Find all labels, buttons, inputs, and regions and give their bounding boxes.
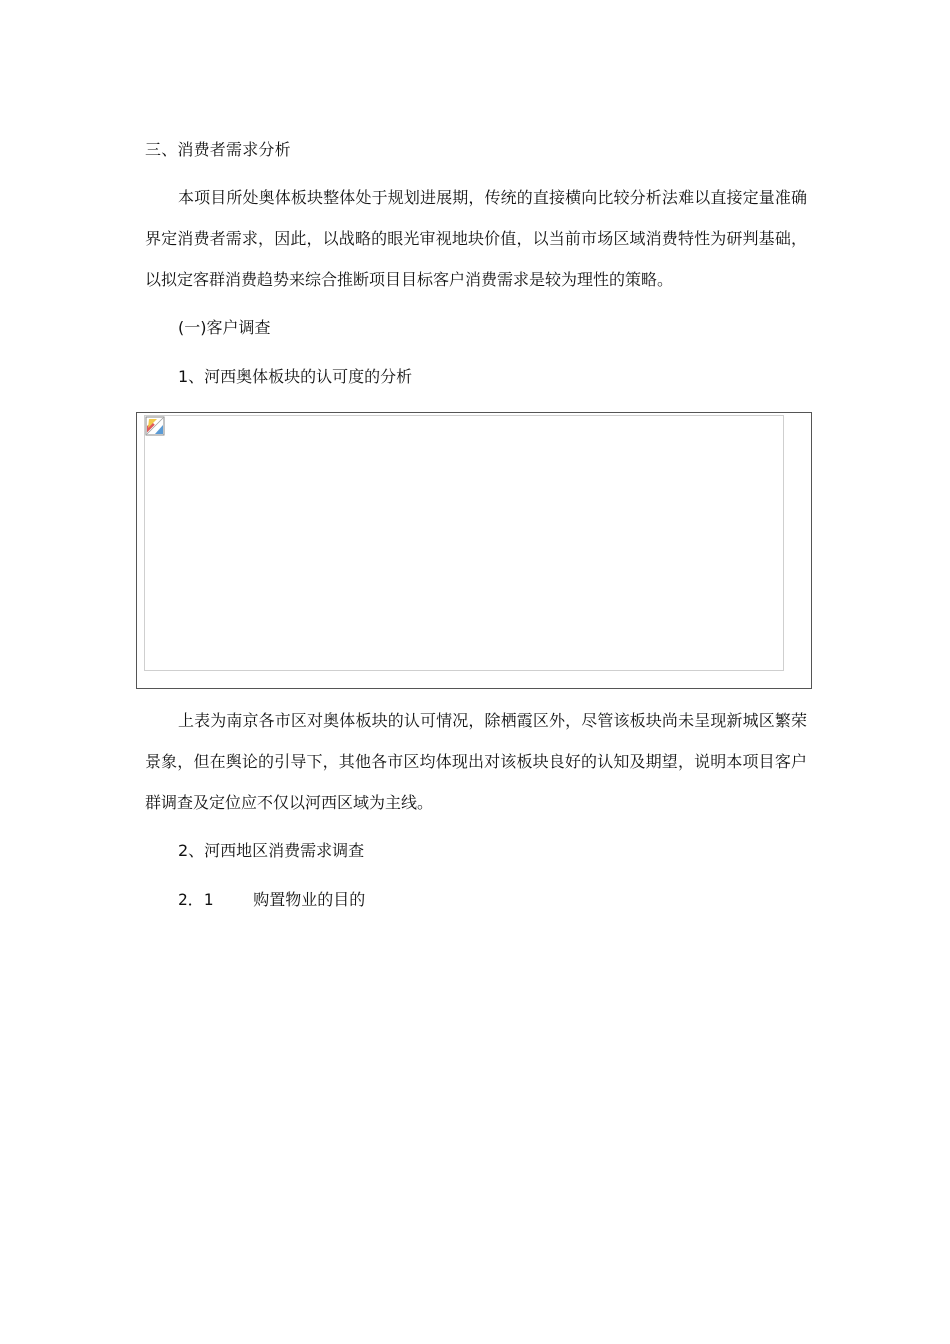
item-title: 购置物业的目的 — [253, 890, 366, 909]
subsection-customer-survey: (一)客户调查 — [178, 318, 271, 337]
item-number: 2．1 — [178, 890, 214, 909]
intro-paragraph: 本项目所处奥体板块整体处于规划进展期，传统的直接横向比较分析法难以直接定量准确界定消费者需求，因此，以战略的眼光审视地块价值，以当前市场区域消费特性为研判基础，以拟定客群消费趋势来综合推断项目目标客户消费需求是较为理性的策略。 — [145, 188, 807, 289]
analysis-paragraph: 上表为南京各市区对奥体板块的认可情况，除栖霞区外，尽管该板块尚未呈现新城区繁荣景象，但在舆论的引导下，其他各市区均体现出对该板块良好的认知及期望，说明本项目客户群调查及定位应不仅以河西区域为主线。 — [145, 711, 807, 812]
item-consumption-survey: 2、河西地区消费需求调查 — [178, 841, 365, 860]
broken-image-icon — [145, 416, 165, 436]
item-purchase-purpose — [178, 890, 365, 910]
table-image-placeholder — [144, 415, 784, 671]
item-recognition-analysis: 1、河西奥体板块的认可度的分析 — [178, 367, 413, 386]
table-image-frame — [136, 412, 812, 689]
section-heading: 三、消费者需求分析 — [145, 140, 291, 159]
